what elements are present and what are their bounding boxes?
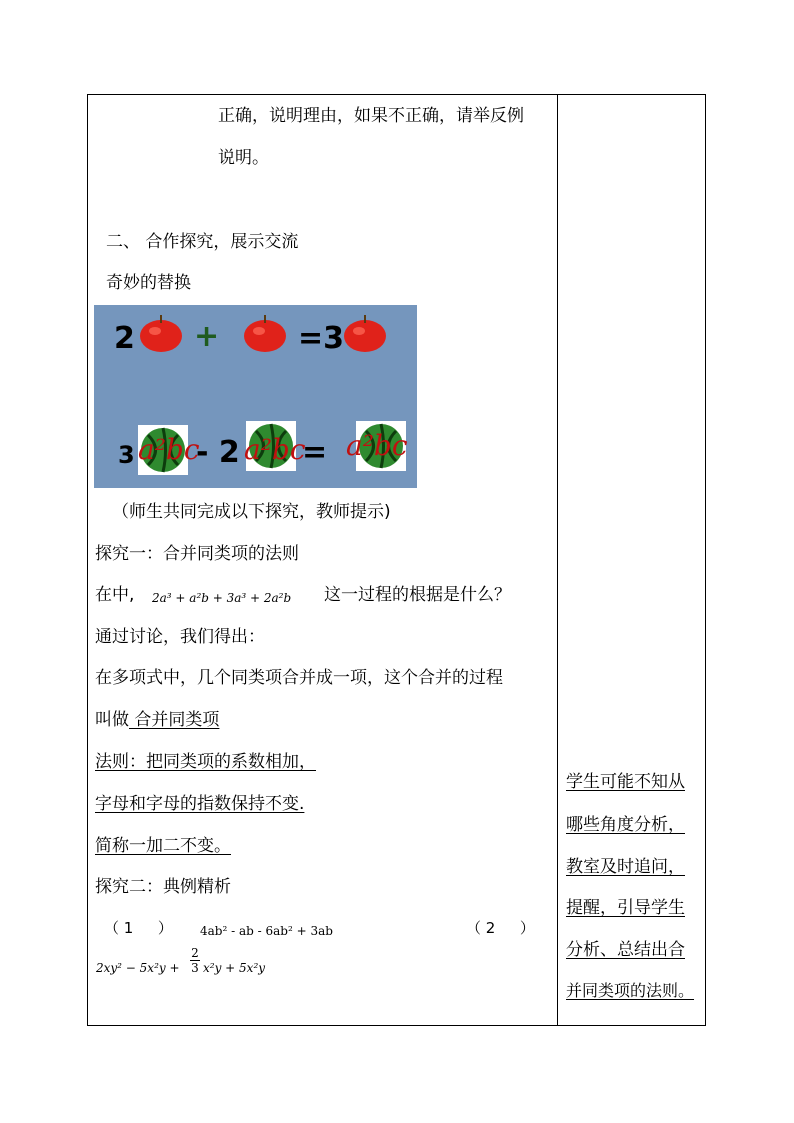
teacher-note-line: 教室及时追问，: [566, 857, 685, 877]
rule-line-1: 法则：把同类项的系数相加，: [95, 752, 316, 772]
fraction-numerator: 2: [191, 946, 199, 960]
example-2-expression-part-1: 2xy² − 5x²y +: [96, 961, 180, 975]
example-2-fraction: [190, 946, 200, 975]
rule-line-3: 简称一加二不变。: [95, 836, 231, 856]
definition-line-1: 在多项式中，几个同类项合并成一项，这个合并的过程: [95, 668, 503, 688]
teacher-note-line: 哪些角度分析，: [566, 815, 685, 835]
column-divider: [557, 94, 558, 1026]
row2-equals: =: [302, 435, 328, 470]
activity-note: （师生共同完成以下探究，教师提示): [112, 502, 391, 522]
explore-2-title: 探究二：典例精析: [95, 877, 231, 897]
definition-prefix: 叫做: [95, 710, 129, 730]
explore-1-discussion: 通过讨论，我们得出：: [95, 627, 265, 647]
row2-minus-coefficient: - 2: [196, 435, 240, 470]
apple-icon: [242, 313, 288, 353]
row2-term-label: a²bc: [244, 433, 306, 466]
explore-1-expression: 2a³ + a²b + 3a³ + 2a²b: [152, 591, 292, 605]
explore-1-prompt-prefix: 在中,: [95, 585, 135, 605]
row1-equals-coefficient: =3: [298, 321, 345, 356]
teacher-note-line: 学生可能不知从: [566, 772, 685, 792]
example-1-expression: 4ab² - ab - 6ab² + 3ab: [200, 924, 333, 938]
definition-term: 合并同类项: [129, 710, 220, 730]
teacher-note-line: 分析、总结出合: [566, 940, 685, 960]
example-2-expression-part-2: x²y + 5x²y: [203, 961, 266, 975]
section-2-title: 二、 合作探究，展示交流: [106, 232, 299, 252]
fruit-substitution-illustration: [94, 305, 417, 488]
explore-1-prompt-suffix: 这一过程的根据是什么？: [324, 585, 511, 605]
intro-line-1: 正确，说明理由，如果不正确，请举反例: [218, 106, 524, 126]
teacher-note-line: 并同类项的法则。: [566, 981, 695, 1000]
example-2-label: （ 2 ）: [466, 919, 535, 937]
apple-icon: [138, 313, 184, 353]
fraction-denominator: 3: [191, 961, 199, 975]
example-1-label: （ 1 ）: [104, 919, 173, 937]
row2-term-label: a²bc: [138, 433, 200, 466]
apple-icon: [342, 313, 388, 353]
row2-result-label: a²bc: [346, 429, 408, 462]
explore-1-title: 探究一：合并同类项的法则: [95, 544, 299, 564]
plus-sign: +: [194, 319, 220, 354]
row1-coefficient: 2: [114, 321, 135, 356]
definition-line-2: [95, 710, 233, 730]
intro-line-2: 说明。: [218, 148, 269, 168]
row2-coefficient: 3: [118, 441, 135, 469]
rule-line-2: 字母和字母的指数保持不变.: [95, 794, 305, 814]
teacher-note-line: 提醒，引导学生: [566, 898, 685, 918]
section-2-subtitle: 奇妙的替换: [106, 273, 191, 293]
